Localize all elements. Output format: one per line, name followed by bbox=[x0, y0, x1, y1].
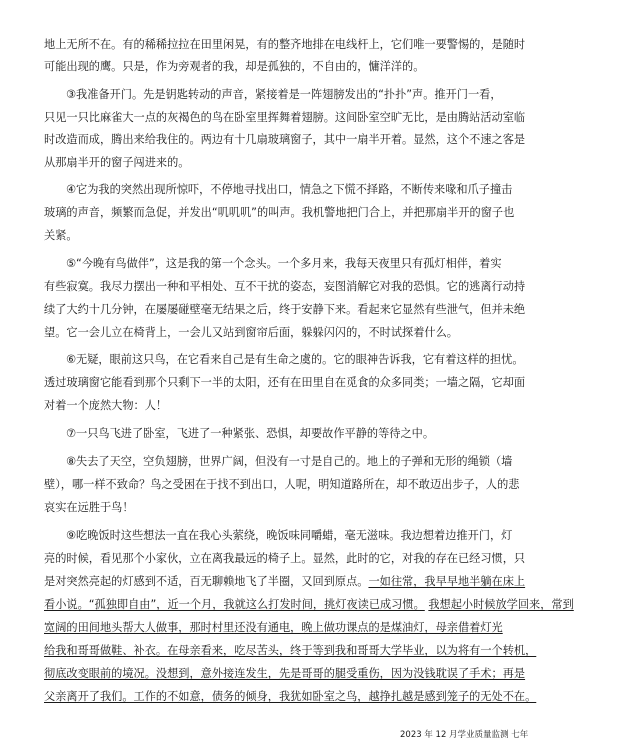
underlined-text: 一如往常，我早早地半躺在床上 bbox=[368, 575, 526, 588]
text-line: ③我准备开门。先是钥匙转动的声音，紧接着是一阵翅膀发出的“扑扑”声。推开门一看， bbox=[66, 88, 502, 101]
text-line: 有些寂寞。我尽力摆出一种和平相处、互不干扰的姿态，妄图消解它对我的恐惧。它的逃离行动持 bbox=[44, 280, 526, 293]
text-line: 玻璃的声音，频繁而急促，并发出“叽叽叽”的叫声。我机警地把门合上，并把那扇半开的窗子也 bbox=[44, 206, 515, 219]
text-line: 从那扇半开的窗子闯进来的。 bbox=[44, 156, 190, 169]
text-line: 时改造而成，腾出来给我住的。两边有十几扇玻璃窗子，其中一扇半开着。显然，这个不速之客是 bbox=[44, 133, 526, 146]
text-line: ⑥无疑，眼前这只鸟，在它看来自己是有生命之虞的。它的眼神告诉我，它有着这样的担忧。 bbox=[66, 353, 524, 366]
underlined-text-line: 给我和哥哥做鞋、补衣。在母亲看来，吃尽苦头，终于等到我和哥哥大学毕业，以为将有一个转机， bbox=[44, 644, 537, 657]
underlined-text: 看小说。“孤独即自由”，近一个月，我就这么打发时间，挑灯夜读已成习惯。 bbox=[44, 598, 425, 611]
text-line bbox=[44, 571, 603, 593]
text-line: 透过玻璃窗它能看到那个只剩下一半的太阳，还有在田里自在觅食的众多同类；一墙之隔，它却面 bbox=[44, 376, 526, 389]
underlined-text-line: 父亲离开了我们。工作的不如意，债务的倾身，我犹如卧室之鸟，越挣扎越是感到笼子的无处不在。 bbox=[44, 690, 537, 703]
text-line: 地上无所不在。有的稀稀拉拉在田里闲晃，有的整齐地排在电线杆上，它们唯一要警惕的，是随时 bbox=[44, 38, 526, 51]
underlined-text: 我想起小时候放学回来，常到 bbox=[428, 598, 574, 611]
text-line: 望。它一会儿立在椅背上，一会儿又站到窗帘后面，躲躲闪闪的，不时试探着什么。 bbox=[44, 326, 458, 339]
text-line: 哀实在远胜于鸟！ bbox=[44, 501, 134, 514]
text-line: 关紧。 bbox=[44, 229, 78, 242]
underlined-text-line: 宽阔的田间地头帮大人做事，那时村里还没有通电，晚上做功课点的是煤油灯，母亲借着灯光 bbox=[44, 621, 503, 634]
text-line: 可能出现的鹰。只是，作为旁观者的我，却是孤独的，不自由的，慵洋洋的。 bbox=[44, 60, 425, 73]
underlined-text-line: 彻底改变眼前的境况。没想到，意外接连发生，先是哥哥的腿受重伤，因为没钱耽误了手术；再是 bbox=[44, 667, 526, 680]
text-line: 壁），哪一样不致命？鸟之受困在于找不到出口，人呢，明知道路所在，却不敢迈出步子，人的悲 bbox=[44, 478, 520, 491]
page-footer: 2023 年 12 月学业质量监测 七年 bbox=[400, 730, 529, 740]
text-segment: 是对突然亮起的灯感到不适，百无聊赖地飞了半圈，又回到原点。 bbox=[44, 575, 369, 588]
text-line bbox=[44, 594, 603, 616]
text-line: ④它为我的突然出现所惊吓，不停地寻找出口，情急之下慌不择路，不断传来喙和爪子撞击 bbox=[66, 183, 513, 196]
text-line: ⑤“今晚有鸟做伴”，这是我的第一个念头。一个多月来，我每天夜里只有孤灯相伴，着实 bbox=[66, 257, 502, 270]
text-line: ⑨吃晚饭时这些想法一直在我心头萦绕，晚饭味同嚼蜡，毫无滋味。我边想着边推开门，灯 bbox=[66, 529, 513, 542]
text-line: ⑦一只鸟飞进了卧室，飞进了一种紧张、恐惧，却要故作平静的等待之中。 bbox=[66, 427, 435, 440]
text-line: 续了大约十几分钟，在屡屡碰壁毫无结果之后，终于安静下来。看起来它显然有些泄气，但并未绝 bbox=[44, 303, 526, 316]
text-line: 亮的时候，看见那个小家伙，立在离我最远的椅子上。显然，此时的它，对我的存在已经习惯，只 bbox=[44, 552, 526, 565]
text-line: 对着一个庞然大物：人！ bbox=[44, 399, 168, 412]
text-line: 只见一只比麻雀大一点的灰褐色的鸟在卧室里挥舞着翅膀。这间卧室空旷无比，是由腾站活动室临 bbox=[44, 111, 526, 124]
text-line: ⑧失去了天空，空负翅膀，世界广阔，但没有一寸是自己的。地上的子弹和无形的绳锁（墙 bbox=[66, 455, 513, 468]
